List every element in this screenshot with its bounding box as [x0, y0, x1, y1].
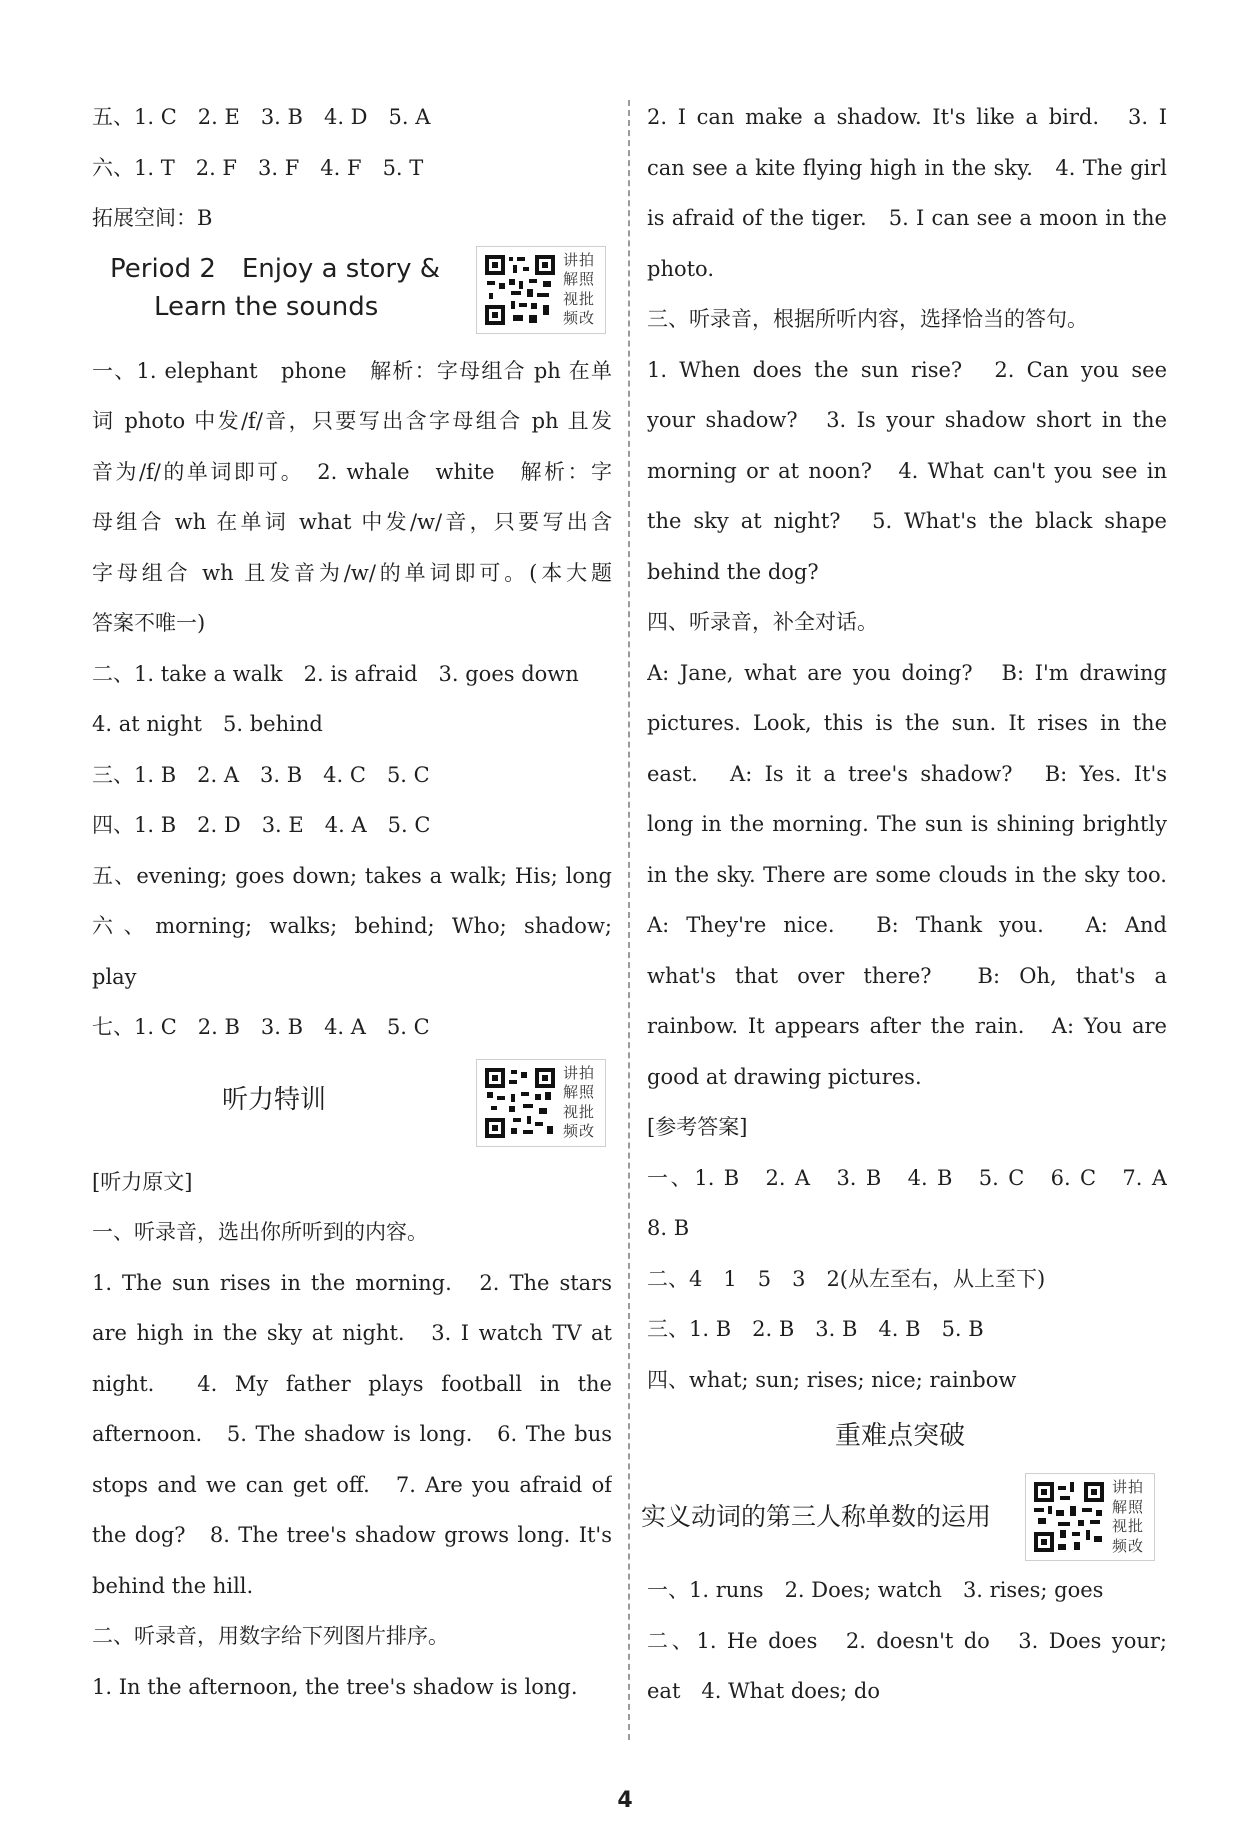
- answer-line: 拓展空间：B: [92, 206, 213, 230]
- answer-line: 一、1. elephant phone 解析：字母组合 ph 在单: [92, 358, 612, 383]
- answer-line: A: They're nice. B: Thank you. A: And: [647, 913, 1167, 937]
- answer-line: 词 photo 中发/f/音，只要写出含字母组合 ph 且发: [92, 409, 612, 433]
- period-title-line-1: Period 2 Enjoy a story &: [110, 253, 441, 284]
- answer-line: 四、what; sun; rises; nice; rainbow: [647, 1367, 1017, 1392]
- answer-line: what's that over there? B: Oh, that's a: [647, 963, 1167, 988]
- answer-line: behind the hill.: [92, 1573, 254, 1598]
- answer-line: 母组合 wh 在单词 what 中发/w/音，只要写出含: [92, 510, 612, 534]
- answer-line: pictures. Look, this is the sun. It rises in the: [647, 711, 1167, 735]
- answer-line: 1. In the afternoon, the tree's shadow is long.: [92, 1674, 578, 1699]
- answer-line: 五、1. C 2. E 3. B 4. D 5. A: [92, 105, 431, 129]
- answer-line: the sky at night? 5. What's the black shape: [647, 509, 1167, 533]
- answer-line: 二、1. He does 2. doesn't do 3. Does your;: [647, 1628, 1167, 1653]
- answer-line: rainbow. It appears after the rain. A: You are: [647, 1014, 1167, 1038]
- answer-line: 8. B: [647, 1216, 690, 1240]
- answer-line: morning or at noon? 4. What can't you see in: [647, 458, 1167, 483]
- answer-line: good at drawing pictures.: [647, 1064, 922, 1089]
- answer-line: 四、1. B 2. D 3. E 4. A 5. C: [92, 813, 431, 837]
- answer-line: [参考答案]: [647, 1115, 748, 1139]
- right-column: [641, 92, 1167, 1717]
- period-title-line-2: Learn the sounds: [154, 291, 379, 322]
- answer-line: eat 4. What does; do: [647, 1679, 880, 1703]
- difficult-points-title: 重难点突破: [835, 1421, 966, 1451]
- answer-line: 2. I can make a shadow. It's like a bird. 3. I: [647, 105, 1167, 129]
- answer-line: 三、1. B 2. A 3. B 4. C 5. C: [92, 762, 430, 787]
- answer-line: is afraid of the tiger. 5. I can see a moon in the: [647, 206, 1167, 230]
- answer-line: 一、1. B 2. A 3. B 4. B 5. C 6. C 7. A: [647, 1165, 1167, 1190]
- answer-line: in the sky. There are some clouds in the sky too.: [647, 862, 1167, 887]
- qr-code-icon: [483, 253, 557, 327]
- qr-label: 讲拍 解照 视批 频改: [1111, 1478, 1144, 1555]
- verb-topic-heading: [641, 1461, 1167, 1565]
- answer-line: long in the morning. The sun is shining brightly: [647, 812, 1167, 836]
- listening-title: 听力特训: [222, 1084, 327, 1115]
- answer-line: 1. The sun rises in the morning. 2. The stars: [92, 1270, 612, 1295]
- answer-line: A: Jane, what are you doing? B: I'm drawing: [647, 660, 1167, 685]
- answer-line: 五、evening; goes down; takes a walk; His; long: [92, 863, 612, 888]
- answer-line: are high in the sky at night. 3. I watch TV at: [92, 1321, 612, 1345]
- qr-code-icon: [483, 1066, 557, 1140]
- qr-code-badge[interactable]: [1025, 1473, 1155, 1561]
- answer-line: 三、1. B 2. B 3. B 4. B 5. B: [647, 1317, 984, 1341]
- qr-code-badge[interactable]: [476, 246, 606, 334]
- answer-line: [听力原文]: [92, 1169, 193, 1194]
- answer-line: 三、听录音，根据所听内容，选择恰当的答句。: [647, 307, 1088, 331]
- verb-topic-title: 实义动词的第三人称单数的运用: [641, 1502, 992, 1531]
- answer-line: your shadow? 3. Is your shadow short in the: [647, 408, 1167, 432]
- answer-line: play: [92, 964, 137, 989]
- left-column: [92, 92, 612, 1712]
- qr-label: 讲拍 解照 视批 频改: [562, 250, 595, 327]
- answer-line: 答案不唯一): [92, 611, 206, 635]
- answer-line: night. 4. My father plays football in the: [92, 1371, 612, 1396]
- period-heading: [92, 244, 612, 346]
- qr-label: 讲拍 解照 视批 频改: [562, 1063, 595, 1140]
- answer-line: 1. When does the sun rise? 2. Can you see: [647, 357, 1167, 382]
- answer-line: east. A: Is it a tree's shadow? B: Yes. It's: [647, 761, 1167, 786]
- answer-line: 二、4 1 5 3 2(从左至右，从上至下): [647, 1266, 1046, 1291]
- answer-line: 六、morning; walks; behind; Who; shadow;: [92, 914, 612, 938]
- answer-line: 六、1. T 2. F 3. F 4. F 5. T: [92, 155, 424, 180]
- answer-line: 二、听录音，用数字给下列图片排序。: [92, 1624, 449, 1648]
- answer-line: can see a kite flying high in the sky. 4. The girl: [647, 155, 1167, 180]
- answer-line: 字母组合 wh 且发音为/w/的单词即可。(本大题: [92, 560, 612, 585]
- page-number: 4: [617, 1788, 633, 1813]
- answer-line: behind the dog?: [647, 559, 819, 584]
- answer-line: 一、听录音，选出你所听到的内容。: [92, 1220, 428, 1244]
- answer-line: 一、1. runs 2. Does; watch 3. rises; goes: [647, 1578, 1104, 1602]
- answer-line: 四、听录音，补全对话。: [647, 610, 878, 634]
- answer-line: 4. at night 5. behind: [92, 712, 323, 736]
- answer-line: stops and we can get off. 7. Are you afraid of: [92, 1472, 612, 1497]
- listening-heading: [92, 1053, 612, 1157]
- difficult-points-heading: [647, 1405, 1167, 1461]
- answer-line: afternoon. 5. The shadow is long. 6. The bus: [92, 1422, 612, 1446]
- answer-line: 七、1. C 2. B 3. B 4. A 5. C: [92, 1015, 430, 1039]
- answer-line: photo.: [647, 256, 714, 281]
- answer-line: the dog? 8. The tree's shadow grows long. It's: [92, 1523, 612, 1547]
- qr-code-icon: [1032, 1480, 1106, 1554]
- answer-line: 二、1. take a walk 2. is afraid 3. goes down: [92, 661, 579, 686]
- qr-code-badge[interactable]: [476, 1059, 606, 1147]
- column-divider: [628, 100, 630, 1740]
- answer-line: 音为/f/的单词即可。 2. whale white 解析：字: [92, 459, 612, 484]
